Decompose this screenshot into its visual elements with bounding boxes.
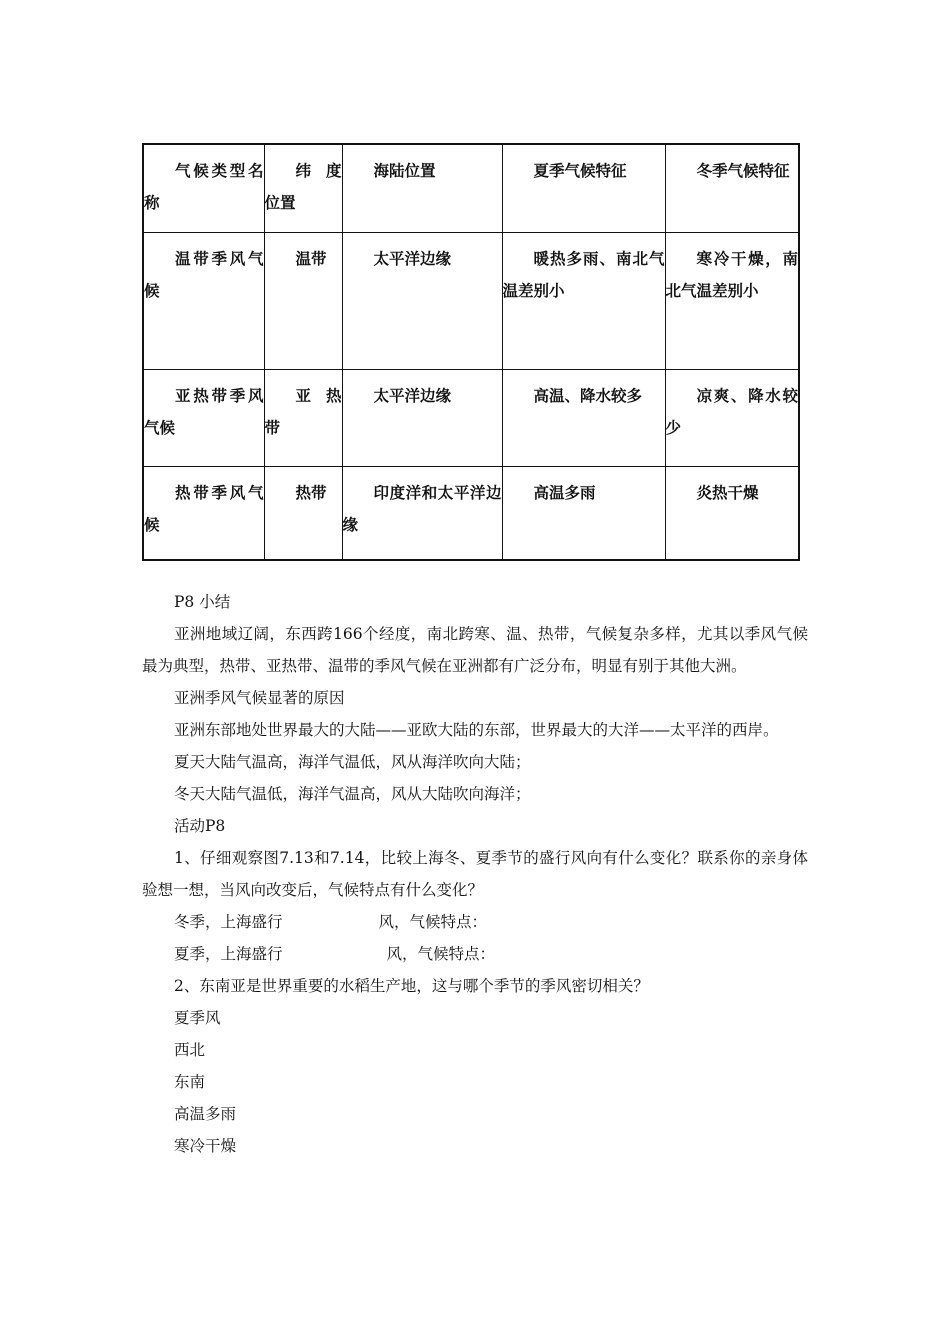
answer-line: 西北 <box>174 1041 206 1059</box>
table-cell: 寒冷干燥，南北气温差别小 <box>665 233 799 370</box>
table-cell: 暖热多雨、南北气温差别小 <box>502 233 665 370</box>
header-cell-land-sea: 海陆位置 <box>342 144 502 233</box>
summer-prompt-tail: 风，气候特点： <box>386 945 496 963</box>
table-row <box>143 370 799 467</box>
answer-line: 高温多雨 <box>174 1105 237 1123</box>
table-cell: 高温、降水较多 <box>502 370 665 467</box>
answer-line: 寒冷干燥 <box>174 1137 237 1155</box>
table-cell: 太平洋边缘 <box>342 233 502 370</box>
header-cell-summer: 夏季气候特征 <box>502 144 665 233</box>
table-cell: 高温多雨 <box>502 467 665 561</box>
question-1-winter-line <box>142 906 808 938</box>
table-cell: 炎热干燥 <box>665 467 799 561</box>
reason-heading: 亚洲季风气候显著的原因 <box>174 689 345 707</box>
table-row <box>143 467 799 561</box>
summary-paragraph: 亚洲地域辽阔，东西跨166个经度，南北跨寒、温、热带，气候复杂多样，尤其以季风气候最为典型，热带、亚热带、温带的季风气候在亚洲都有广泛分布，明显有别于其他大洲。 <box>142 625 808 675</box>
answer-line: 夏季风 <box>174 1009 221 1027</box>
table-header-row <box>143 144 799 233</box>
header-cell-climate-type: 气候类型名称 <box>143 144 264 233</box>
table-cell: 温带 <box>264 233 342 370</box>
table-row <box>143 233 799 370</box>
winter-wind-line: 冬天大陆气温低，海洋气温高，风从大陆吹向海洋； <box>174 785 531 803</box>
activity-heading: 活动P8 <box>174 817 226 835</box>
question-2: 2、东南亚是世界重要的水稻生产地，这与哪个季节的季风密切相关？ <box>174 977 649 995</box>
question-1: 1、仔细观察图7.13和7.14，比较上海冬、夏季节的盛行风向有什么变化？联系你的亲身体验想一想，当风向改变后，气候特点有什么变化？ <box>142 849 808 899</box>
table-cell: 亚热带季风气候 <box>143 370 264 467</box>
table-cell: 印度洋和太平洋边缘 <box>342 467 502 561</box>
table-cell: 热带 <box>264 467 342 561</box>
answer-line: 东南 <box>174 1073 206 1091</box>
table-cell: 凉爽、降水较少 <box>665 370 799 467</box>
header-cell-latitude: 纬度位置 <box>264 144 342 233</box>
question-1-summer-line <box>142 938 808 970</box>
table-cell: 亚热带 <box>264 370 342 467</box>
summary-heading: P8 小结 <box>174 593 231 611</box>
document-body <box>142 586 808 1162</box>
table-cell: 热带季风气候 <box>143 467 264 561</box>
summer-wind-line: 夏天大陆气温高，海洋气温低，风从海洋吹向大陆； <box>174 753 531 771</box>
summer-prompt: 夏季，上海盛行 <box>174 945 283 963</box>
table-cell: 温带季风气候 <box>143 233 264 370</box>
winter-prompt: 冬季，上海盛行 <box>174 913 283 931</box>
climate-table <box>142 143 800 561</box>
reason-paragraph: 亚洲东部地处世界最大的大陆——亚欧大陆的东部，世界最大的大洋——太平洋的西岸。 <box>174 721 779 739</box>
table-cell: 太平洋边缘 <box>342 370 502 467</box>
header-cell-winter: 冬季气候特征 <box>665 144 799 233</box>
winter-prompt-tail: 风，气候特点： <box>378 913 488 931</box>
